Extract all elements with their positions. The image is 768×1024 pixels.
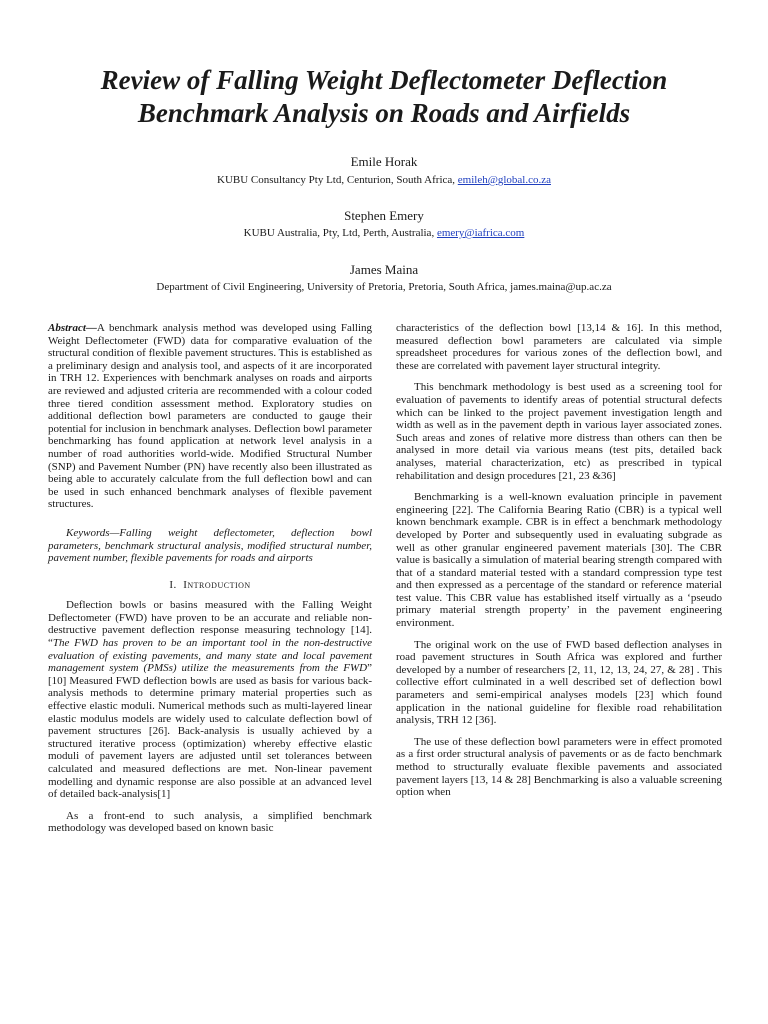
section-title: Introduction bbox=[183, 578, 251, 591]
intro-paragraph-1 bbox=[48, 599, 372, 801]
author-name-1: Emile Horak bbox=[350, 154, 418, 169]
title-line-2: Benchmark Analysis on Roads and Airfields bbox=[137, 98, 631, 128]
abstract-label: Abstract— bbox=[48, 322, 97, 334]
author-affiliation-2 bbox=[0, 227, 768, 239]
abstract-text: A benchmark analysis method was developed using Falling Weight Deflectometer (FWD) data for comparative evaluation of the structural condition of flexible pavement structures. This is established as a preliminary design and analysis tool, and aspects of it are incorporated in TRH 12. Experiences with benchmark analyses on roads and airports are reviewed and adjusted criteria are recommended with a colour coded three tiered condition assessment method. Exploratory studies on additional deflection bowl parameters are conducted to gauge their potential for inclusion in benchmark analyses. Deflection bowl parameter benchmarking has found application at network level analysis in a number of road authorities world-wide. Modified Structural Number (SNP) and Pavement Number (PN) have recently also been illustrated as being able to accurately calculate from the full deflection bowl and can be used in such enhanced benchmark analyses of flexible pavement structures. bbox=[48, 322, 372, 511]
right-paragraph-4: The original work on the use of FWD based deflection analyses in road pavement structures in South Africa was explored and further developed by a number of researchers [2, 11, 12, 13, 24, 27, & 28] . This collective effort culminated in a well described set of deflection bowl parameters and semi-empirical analyses models [23] which found application in the national guideline for flexible road rehabilitation analysis, TRH 12 [36]. bbox=[396, 638, 722, 727]
left-column bbox=[48, 322, 372, 844]
paper-title bbox=[40, 64, 728, 130]
right-column bbox=[396, 322, 722, 808]
author-name-3: James Maina bbox=[349, 262, 419, 277]
intro-text-a: Deflection bowls or basins measured with the Falling Weight Deflectometer (FWD) have proven to be an accurate and reliable non-destructive pavement deflection response measuring technology [14]. “ bbox=[48, 599, 372, 650]
right-paragraph-2: This benchmark methodology is best used as a screening tool for evaluation of pavements to identify areas of potential structural defects which can be linked to the project pavement investigation length and width as well as in the pavement depth in various layer associated zones. Such areas and zones of relative more distress than others can then be analysed in more detail via various means (test pits, detailed back analyses, material characterization, etc) as prescribed in typical rehabilitation and design procedures [21, 23 &36] bbox=[396, 381, 722, 482]
author-email-link-1[interactable]: emileh@global.co.za bbox=[457, 174, 551, 186]
keywords-paragraph: Keywords—Falling weight deflectometer, deflection bowl parameters, benchmark structural analysis, modified structural number, pavement number, flexible pavements for roads and airports bbox=[48, 526, 372, 565]
affiliation-text-1: KUBU Consultancy Pty Ltd, Centurion, South Africa, bbox=[217, 174, 458, 186]
author-email-link-2[interactable]: emery@iafrica.com bbox=[436, 227, 525, 239]
author-name-2: Stephen Emery bbox=[344, 208, 424, 223]
right-paragraph-1: characteristics of the deflection bowl [13,14 & 16]. In this method, measured deflection bowl parameters are calculated via simple spreadsheet procedures for various zones of the deflection bowl, and these are correlated with pavement layer structural integrity. bbox=[396, 322, 722, 372]
right-paragraph-3: Benchmarking is a well-known evaluation principle in pavement engineering [22]. The California Bearing Ratio (CBR) is a typical well known benchmark example. CBR is in effect a benchmark methodology developed by Porter and subsequently used in evaluating subgrade as well as other granular engineered pavement materials [30]. The CBR value is basically a simulation of material bearing strength compared with that of a standard material tested with a standard compression type test and then expressed as a percentage of the standard or reference material test value. This CBR value has established itself virtually as a ‘pseudo primary material strength property’ in the pavement engineering environment. bbox=[396, 491, 722, 630]
affiliation-text-2: KUBU Australia, Pty, Ltd, Perth, Australia, bbox=[243, 227, 437, 239]
abstract-paragraph bbox=[48, 322, 372, 511]
right-paragraph-5: The use of these deflection bowl parameters were in effect promoted as a first order structural analysis of pavements or as de facto benchmark method to structurally evaluate flexible pavements and associated pavement layers [13, 14 & 28] Benchmarking is also a valuable screening option when bbox=[396, 735, 722, 799]
author-affiliation-3: Department of Civil Engineering, University of Pretoria, Pretoria, South Africa, james.maina@up.ac.za bbox=[156, 281, 612, 293]
title-line-1: Review of Falling Weight Deflectometer Deflection bbox=[100, 65, 668, 95]
section-number: I. bbox=[169, 578, 177, 591]
section-heading-introduction bbox=[48, 579, 372, 592]
intro-quote: The FWD has proven to be an important tool in the non-destructive evaluation of existing pavements, and many state and local pavement management system (PMSs) utilize the measurements from the FWD bbox=[48, 637, 372, 675]
author-affiliation-1 bbox=[0, 174, 768, 186]
intro-paragraph-2: As a front-end to such analysis, a simplified benchmark methodology was developed based on known basic bbox=[48, 809, 372, 835]
intro-text-b: ” [10] Measured FWD deflection bowls are used as basis for various back-analysis methods to determine primary material properties such as effective elastic moduli. Numerical methods such as multi-layered linear elastic modulus models are widely used to calculate deflection bowl of pavement structures [26]. Back-analysis is usually achieved by a structured iterative process (optimization) whereby effective elastic moduli of pavement layers are adjusted until set tolerances between calculated and measured deflections are met. Non-linear pavement modelling and dynamic response are also possible at an advanced level of detailed back-analysis[1] bbox=[48, 662, 372, 801]
